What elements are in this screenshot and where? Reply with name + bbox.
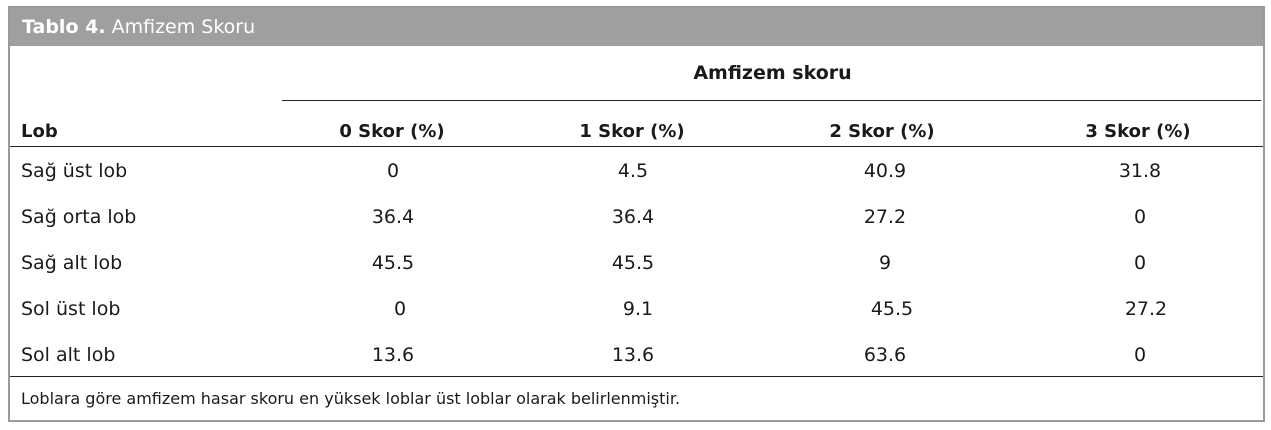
table-cell: 27.2 — [863, 206, 907, 228]
table-cell: 0 — [393, 298, 407, 320]
header-rule — [10, 146, 1263, 147]
table-cell: 36.4 — [371, 206, 415, 228]
table-cell: 9 — [878, 252, 892, 274]
row-label: Sol üst lob — [21, 298, 121, 320]
row-label: Sol alt lob — [21, 344, 116, 366]
group-header-rule — [282, 100, 1261, 101]
table-cell: 4.5 — [617, 160, 649, 182]
table-cell: 13.6 — [371, 344, 415, 366]
table-frame — [8, 6, 1265, 422]
table-cell: 45.5 — [870, 298, 914, 320]
row-label: Sağ alt lob — [21, 252, 123, 274]
table-cell: 36.4 — [611, 206, 655, 228]
table-title-bar — [10, 8, 1263, 46]
table-cell: 0 — [1133, 252, 1147, 274]
column-header-score-2: 2 Skor (%) — [829, 121, 935, 142]
table-cell: 13.6 — [611, 344, 655, 366]
table-row — [10, 148, 1263, 194]
table-cell: 0 — [1133, 206, 1147, 228]
column-header-score-0: 0 Skor (%) — [339, 121, 445, 142]
table-cell: 63.6 — [863, 344, 907, 366]
group-header: Amfizem skoru — [693, 62, 852, 84]
table-row — [10, 332, 1263, 378]
table-cell: 45.5 — [611, 252, 655, 274]
table-cell: 0 — [386, 160, 400, 182]
table-cell: 9.1 — [622, 298, 654, 320]
table-row — [10, 286, 1263, 332]
table-row — [10, 194, 1263, 240]
row-label: Sağ üst lob — [21, 160, 128, 182]
table-cell: 0 — [1133, 344, 1147, 366]
row-label: Sağ orta lob — [21, 206, 137, 228]
table-footnote: Loblara göre amfizem hasar skoru en yüksek loblar üst loblar olarak belirlenmiştir. — [21, 389, 681, 408]
table-cell: 45.5 — [371, 252, 415, 274]
column-header-score-3: 3 Skor (%) — [1085, 121, 1191, 142]
table-cell: 40.9 — [863, 160, 907, 182]
column-header-lob: Lob — [21, 121, 58, 142]
footer-rule — [10, 376, 1263, 377]
column-header-score-1: 1 Skor (%) — [579, 121, 685, 142]
table-cell: 31.8 — [1118, 160, 1162, 182]
table-cell: 27.2 — [1124, 298, 1168, 320]
table-number: Tablo 4. — [22, 16, 106, 38]
table-title: Amfizem Skoru — [105, 16, 256, 38]
table-row — [10, 240, 1263, 286]
